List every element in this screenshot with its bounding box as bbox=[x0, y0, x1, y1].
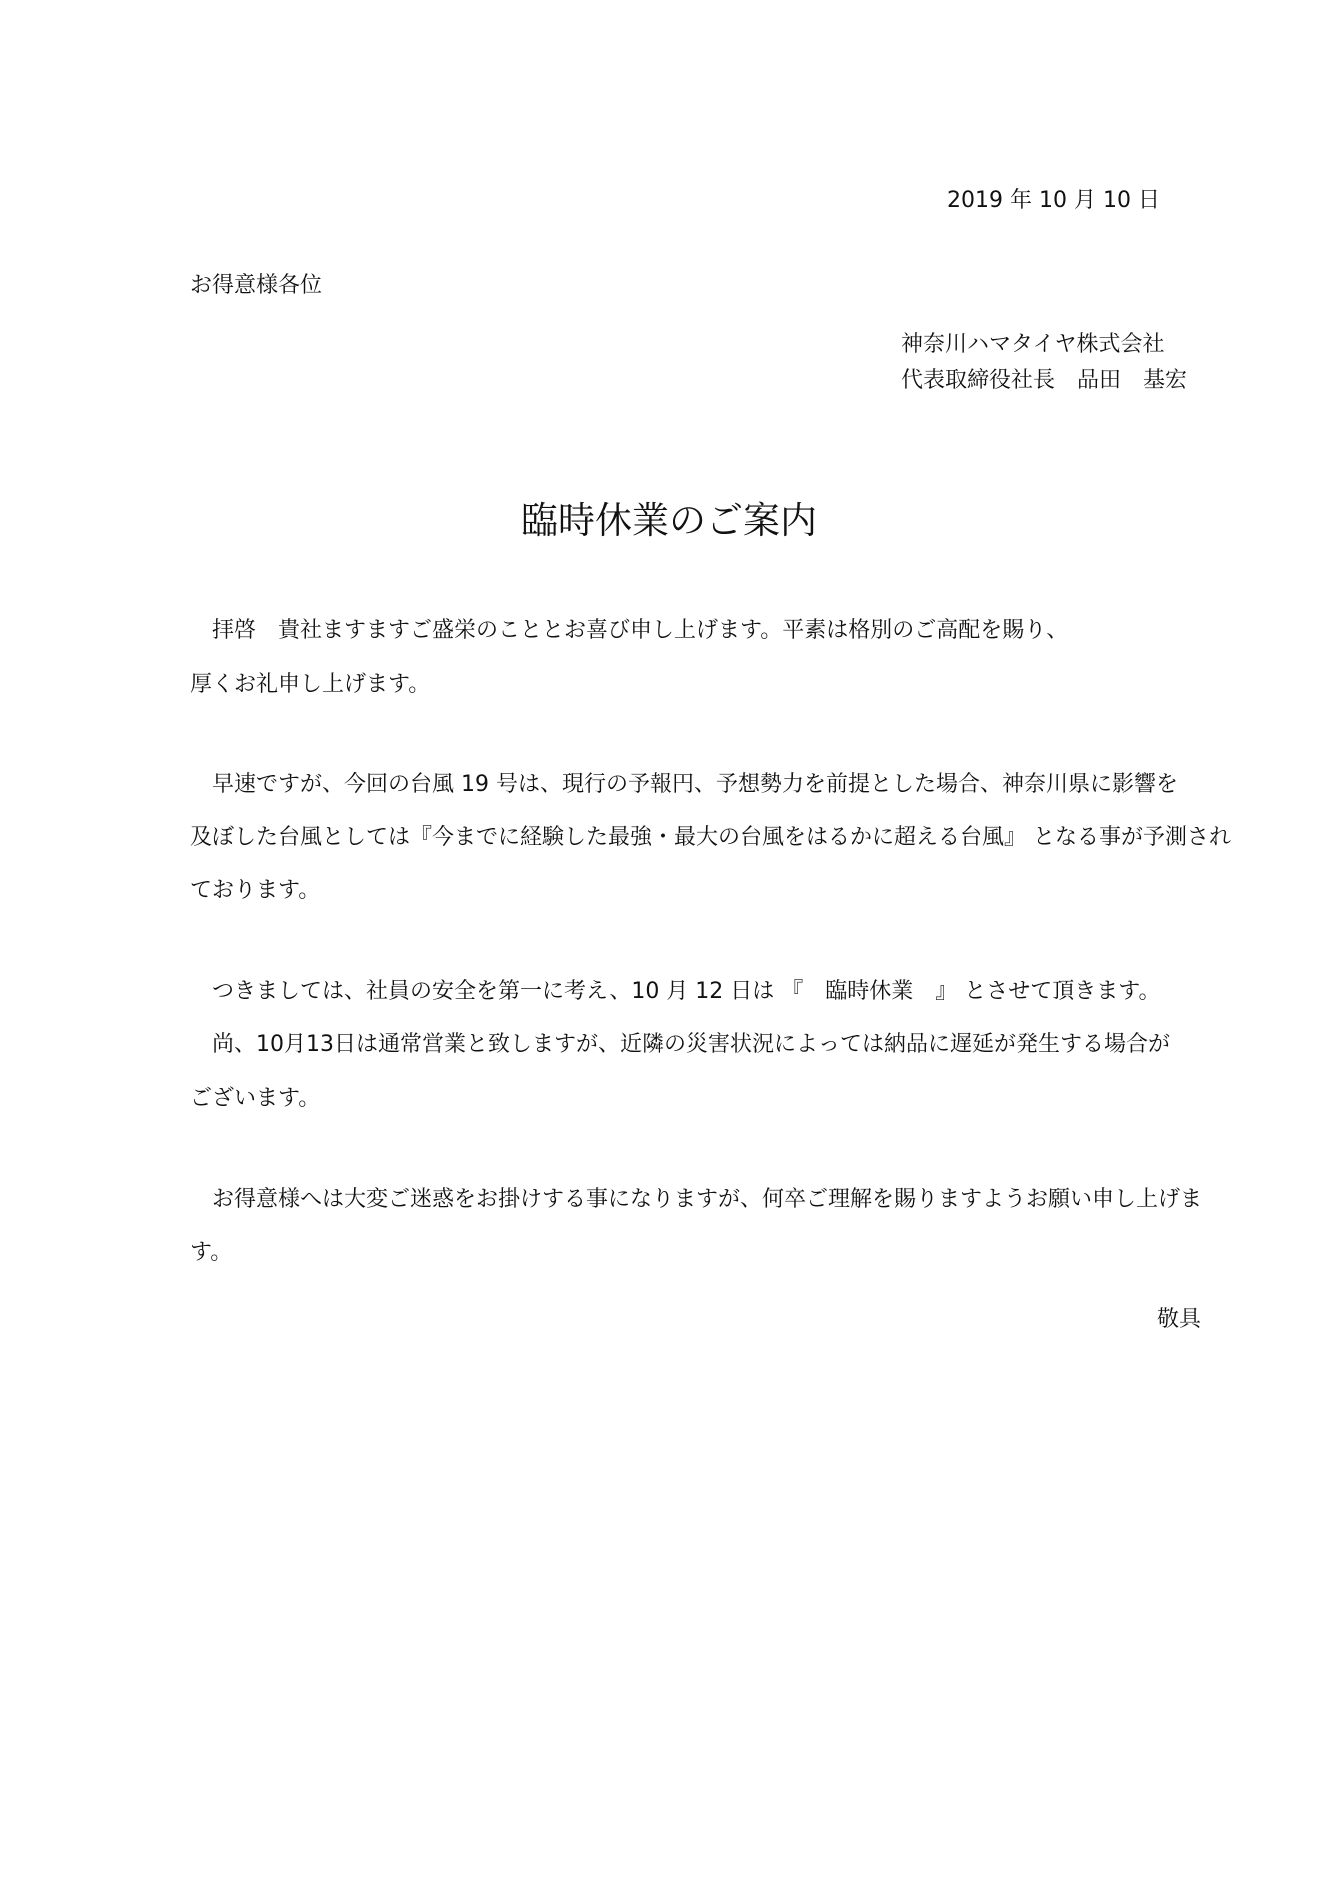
paragraph-4-line-1: お得意様へは大変ご迷惑をお掛けする事になりますが、何卒ご理解を賜りますようお願い申し上げま bbox=[190, 1187, 1203, 1212]
letter-title: 臨時休業のご案内 bbox=[521, 499, 817, 542]
paragraph-4-line-2: す。 bbox=[190, 1240, 233, 1265]
paragraph-3-line-1: つきましては、社員の安全を第一に考え、10 月 12 日は 『 臨時休業 』 とさせて頂きます。 bbox=[190, 979, 1161, 1004]
sender-person: 代表取締役社長 品田 基宏 bbox=[901, 368, 1188, 393]
paragraph-1-line-2: 厚くお礼申し上げます。 bbox=[190, 672, 431, 697]
paragraph-2-line-3: ております。 bbox=[190, 878, 321, 903]
paragraph-2-line-2: 及ぼした台風としては『今までに経験した最強・最大の台風をはるかに超える台風』 となる事が予測され bbox=[190, 825, 1231, 850]
paragraph-3-line-2: 尚、10月13日は通常営業と致しますが、近隣の災害状況によっては納品に遅延が発生する場合が bbox=[190, 1032, 1170, 1057]
letter-date: 2019 年 10 月 10 日 bbox=[947, 188, 1160, 213]
paragraph-2-line-1: 早速ですが、今回の台風 19 号は、現行の予報円、予想勢力を前提とした場合、神奈川県に影響を bbox=[190, 772, 1178, 797]
paragraph-1-line-1: 拝啓 貴社ますますご盛栄のこととお喜び申し上げます。平素は格別のご高配を賜り、 bbox=[190, 618, 1069, 643]
sender-company: 神奈川ハマタイヤ株式会社 bbox=[901, 332, 1165, 357]
letter-recipient: お得意様各位 bbox=[190, 273, 323, 298]
letter-closing: 敬具 bbox=[1156, 1307, 1201, 1332]
paragraph-3-line-3: ございます。 bbox=[190, 1086, 321, 1111]
